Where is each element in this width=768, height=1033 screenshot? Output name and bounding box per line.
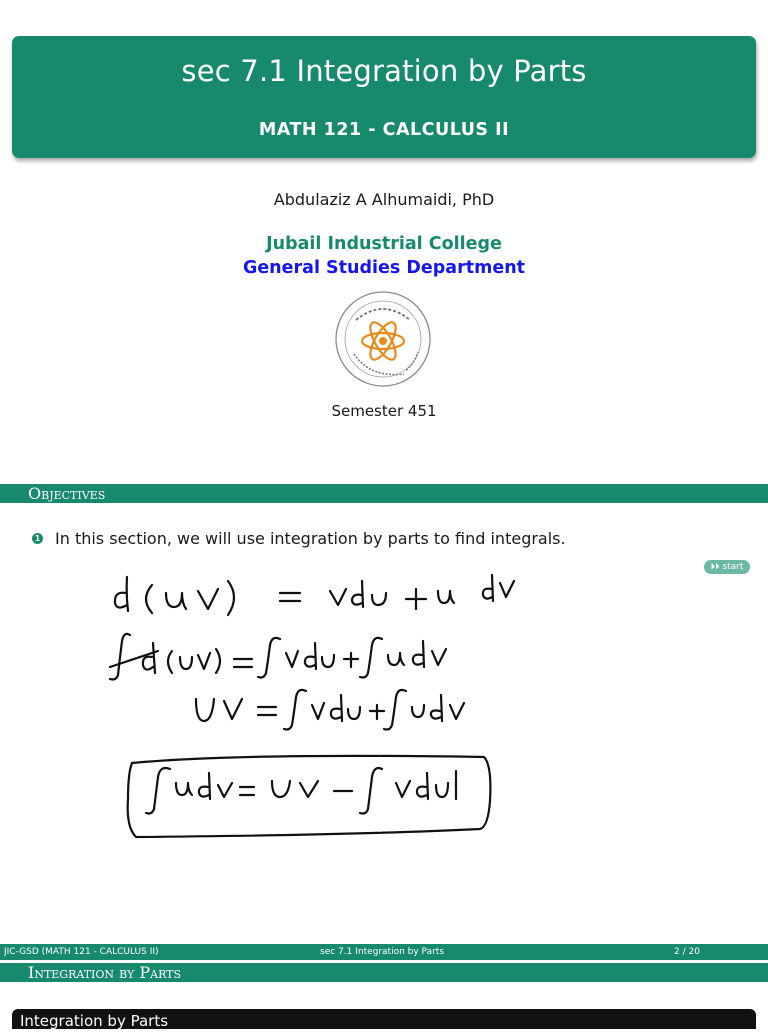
title-block bbox=[12, 36, 756, 158]
block-title: Integration by Parts bbox=[12, 1009, 756, 1029]
objective-item bbox=[32, 529, 566, 548]
department-name: General Studies Department bbox=[242, 258, 526, 278]
footer-page-number: 2 / 20 bbox=[674, 947, 700, 957]
footer-course: JIC-GSD (MATH 121 - CALCULUS II) bbox=[4, 947, 159, 957]
institution-name: Jubail Industrial College bbox=[266, 234, 502, 254]
course-subtitle: MATH 121 - CALCULUS II bbox=[258, 120, 510, 140]
semester-label: Semester 451 bbox=[331, 402, 437, 420]
objective-text: In this section, we will use integration by parts to find integrals. bbox=[55, 529, 566, 548]
author-name: Abdulaziz A Alhumaidi, PhD bbox=[273, 190, 495, 209]
slide-footer bbox=[0, 944, 768, 960]
integration-by-parts-header bbox=[0, 963, 768, 982]
objectives-header bbox=[0, 484, 768, 503]
start-button[interactable]: ⏵⏵ start bbox=[704, 560, 750, 574]
integration-by-parts-header-title: Integration by Parts bbox=[28, 963, 182, 982]
slide-title: sec 7.1 Integration by Parts bbox=[181, 54, 587, 88]
objectives-header-title: Objectives bbox=[28, 484, 106, 503]
handwritten-derivation bbox=[100, 565, 540, 845]
bullet-number-icon: 1 bbox=[32, 533, 43, 544]
department-logo bbox=[334, 290, 432, 388]
footer-title: sec 7.1 Integration by Parts bbox=[320, 947, 445, 957]
